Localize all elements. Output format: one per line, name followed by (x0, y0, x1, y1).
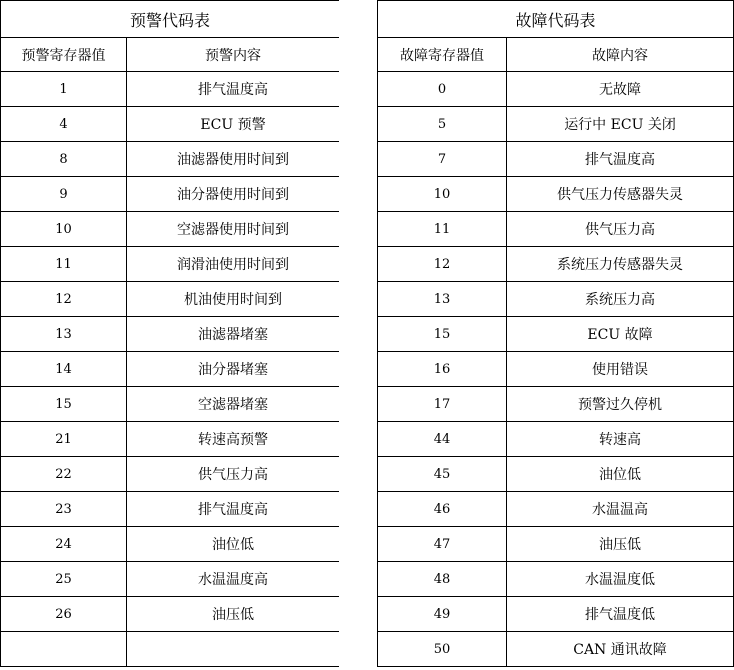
warning-row-value: 26 (1, 597, 127, 632)
fault-row (378, 422, 734, 457)
fault-row-content: 系统压力传感器失灵 (507, 247, 734, 282)
warning-row-value: 12 (1, 282, 127, 317)
fault-row (378, 527, 734, 562)
fault-row-content: 水温温高 (507, 492, 734, 527)
warning-row (1, 422, 340, 457)
fault-row-content: CAN 通讯故障 (507, 632, 734, 667)
warning-row-value: 24 (1, 527, 127, 562)
fault-row (378, 387, 734, 422)
warning-row-content: 油滤器堵塞 (127, 317, 340, 352)
fault-row (378, 107, 734, 142)
warning-row-value: 4 (1, 107, 127, 142)
warning-row (1, 107, 340, 142)
fault-row-value: 15 (378, 317, 507, 352)
fault-row-value: 17 (378, 387, 507, 422)
warning-row-value: 25 (1, 562, 127, 597)
fault-row-value: 7 (378, 142, 507, 177)
fault-row (378, 597, 734, 632)
warning-row-content: 排气温度高 (127, 72, 340, 107)
fault-row-value: 16 (378, 352, 507, 387)
warning-row-value: 8 (1, 142, 127, 177)
warning-row (1, 632, 340, 667)
warning-row-content: 水温温度高 (127, 562, 340, 597)
warning-row-value: 14 (1, 352, 127, 387)
warning-code-table (0, 0, 340, 667)
fault-row-content: 油压低 (507, 527, 734, 562)
table-gap (339, 0, 377, 670)
fault-row (378, 282, 734, 317)
warning-row-content: 油分器使用时间到 (127, 177, 340, 212)
warning-row (1, 247, 340, 282)
warning-row-value: 11 (1, 247, 127, 282)
warning-table-body (1, 72, 340, 667)
fault-row (378, 72, 734, 107)
fault-col-value-header: 故障寄存器值 (378, 38, 507, 72)
fault-row-value: 11 (378, 212, 507, 247)
fault-row-value: 10 (378, 177, 507, 212)
fault-row-content: 无故障 (507, 72, 734, 107)
warning-row-content: 油分器堵塞 (127, 352, 340, 387)
fault-row-content: 使用错误 (507, 352, 734, 387)
warning-row-value: 10 (1, 212, 127, 247)
warning-row (1, 562, 340, 597)
fault-row-content: 供气压力高 (507, 212, 734, 247)
fault-table-body (378, 72, 734, 667)
fault-row-content: 系统压力高 (507, 282, 734, 317)
warning-row-value: 22 (1, 457, 127, 492)
warning-row-content: 空滤器使用时间到 (127, 212, 340, 247)
fault-row (378, 212, 734, 247)
fault-row-content: 运行中 ECU 关闭 (507, 107, 734, 142)
fault-row-value: 48 (378, 562, 507, 597)
warning-table-title: 预警代码表 (1, 1, 340, 38)
warning-row-content: 润滑油使用时间到 (127, 247, 340, 282)
fault-row-value: 44 (378, 422, 507, 457)
warning-row (1, 527, 340, 562)
warning-row (1, 352, 340, 387)
fault-row-value: 13 (378, 282, 507, 317)
fault-row-value: 46 (378, 492, 507, 527)
warning-row (1, 492, 340, 527)
fault-row-value: 0 (378, 72, 507, 107)
warning-row-content: 油压低 (127, 597, 340, 632)
fault-row-content: 排气温度高 (507, 142, 734, 177)
warning-row (1, 317, 340, 352)
warning-row-content: ECU 预警 (127, 107, 340, 142)
fault-row-content: 供气压力传感器失灵 (507, 177, 734, 212)
warning-row-value: 21 (1, 422, 127, 457)
warning-row (1, 457, 340, 492)
warning-row-content: 油位低 (127, 527, 340, 562)
fault-row (378, 247, 734, 282)
fault-row-value: 49 (378, 597, 507, 632)
warning-row-content: 机油使用时间到 (127, 282, 340, 317)
warning-row-value: 13 (1, 317, 127, 352)
warning-row-content: 转速高预警 (127, 422, 340, 457)
warning-row (1, 387, 340, 422)
fault-row (378, 492, 734, 527)
warning-row (1, 142, 340, 177)
fault-row (378, 457, 734, 492)
warning-row (1, 72, 340, 107)
fault-row-content: 转速高 (507, 422, 734, 457)
warning-row-value: 9 (1, 177, 127, 212)
fault-row-value: 5 (378, 107, 507, 142)
warning-col-content-header: 预警内容 (127, 38, 340, 72)
fault-code-table (377, 0, 734, 667)
warning-row (1, 212, 340, 247)
fault-row (378, 562, 734, 597)
warning-row (1, 282, 340, 317)
warning-row-content: 排气温度高 (127, 492, 340, 527)
warning-row-value (1, 632, 127, 667)
fault-row (378, 142, 734, 177)
warning-row-value: 23 (1, 492, 127, 527)
fault-row-content: 油位低 (507, 457, 734, 492)
warning-col-value-header: 预警寄存器值 (1, 38, 127, 72)
fault-row (378, 317, 734, 352)
fault-row-content: ECU 故障 (507, 317, 734, 352)
warning-row (1, 597, 340, 632)
warning-row-content: 油滤器使用时间到 (127, 142, 340, 177)
fault-row-value: 45 (378, 457, 507, 492)
warning-row-value: 15 (1, 387, 127, 422)
warning-row-content: 空滤器堵塞 (127, 387, 340, 422)
fault-row-value: 47 (378, 527, 507, 562)
warning-row (1, 177, 340, 212)
warning-row-value: 1 (1, 72, 127, 107)
warning-row-content (127, 632, 340, 667)
fault-row (378, 352, 734, 387)
fault-row (378, 177, 734, 212)
fault-row-content: 水温温度低 (507, 562, 734, 597)
fault-row-content: 排气温度低 (507, 597, 734, 632)
fault-col-content-header: 故障内容 (507, 38, 734, 72)
fault-row (378, 632, 734, 667)
fault-row-value: 12 (378, 247, 507, 282)
warning-row-content: 供气压力高 (127, 457, 340, 492)
fault-row-content: 预警过久停机 (507, 387, 734, 422)
fault-table-title: 故障代码表 (378, 1, 734, 38)
fault-row-value: 50 (378, 632, 507, 667)
